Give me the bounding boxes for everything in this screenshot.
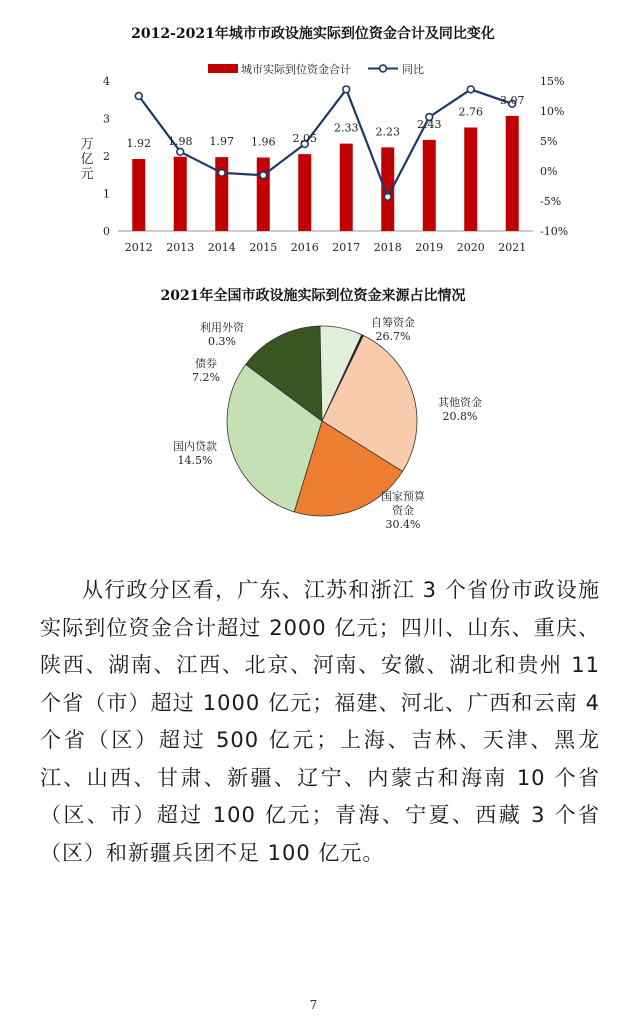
bar bbox=[257, 158, 270, 232]
bar bbox=[174, 157, 187, 231]
legend-line-label: 同比 bbox=[402, 63, 424, 76]
bar-value-label: 2.76 bbox=[458, 105, 483, 119]
pie-slices bbox=[227, 326, 417, 516]
bar-series bbox=[132, 116, 519, 231]
bar bbox=[298, 154, 311, 231]
x-tick-label: 2014 bbox=[207, 241, 236, 254]
left-tick-label: 2 bbox=[103, 150, 110, 163]
bar-chart-legend bbox=[208, 62, 424, 76]
pie-label-foreign-value: 0.3% bbox=[208, 335, 236, 348]
pie-label-budget-value: 30.4% bbox=[385, 518, 421, 528]
bar-value-label: 1.92 bbox=[126, 137, 151, 150]
funding-source-pie-chart bbox=[0, 278, 627, 528]
bar bbox=[423, 140, 436, 231]
right-axis-ticks bbox=[540, 75, 568, 238]
funding-trend-chart bbox=[0, 0, 627, 272]
bar bbox=[132, 159, 145, 231]
pie-chart-title: 2021年全国市政设施实际到位资金来源占比情况 bbox=[160, 288, 466, 304]
pie-label-bond-name: 债券 bbox=[195, 357, 217, 370]
bar-value-label: 2.05 bbox=[292, 132, 317, 146]
pie-label-budget-name-line2: 资金 bbox=[392, 504, 414, 517]
right-tick-label: -5% bbox=[540, 195, 562, 208]
legend-bar-swatch bbox=[208, 64, 238, 73]
pie-label-other-name: 其他资金 bbox=[438, 396, 482, 409]
bar-value-label: 2.23 bbox=[375, 125, 400, 139]
yoy-line bbox=[139, 89, 513, 196]
x-tick-label: 2019 bbox=[415, 241, 444, 254]
legend-line-marker bbox=[380, 65, 387, 72]
x-tick-label: 2013 bbox=[166, 241, 195, 254]
bar-value-label: 3.07 bbox=[500, 93, 525, 107]
pie-label-budget-name-line1: 国家预算 bbox=[381, 490, 425, 503]
pie-label-bond-value: 7.2% bbox=[192, 371, 220, 384]
yoy-point bbox=[384, 193, 391, 200]
right-tick-label: 0% bbox=[540, 165, 558, 178]
bar bbox=[340, 144, 353, 231]
x-tick-label: 2016 bbox=[290, 241, 319, 254]
left-axis-title-char: 元 bbox=[80, 167, 94, 182]
x-tick-label: 2015 bbox=[249, 241, 278, 254]
bar-value-label: 1.98 bbox=[168, 134, 193, 148]
left-tick-label: 0 bbox=[103, 225, 110, 238]
bar bbox=[506, 116, 519, 231]
yoy-point bbox=[343, 86, 350, 93]
left-tick-label: 4 bbox=[103, 75, 110, 88]
bar-value-label: 1.96 bbox=[251, 135, 276, 149]
x-tick-label: 2018 bbox=[373, 241, 402, 254]
legend-bar-label: 城市实际到位资金合计 bbox=[241, 63, 351, 76]
pie-label-self-raised-value: 26.7% bbox=[375, 330, 411, 343]
left-axis-ticks bbox=[103, 75, 110, 238]
left-axis-title-char: 亿 bbox=[80, 152, 94, 167]
right-tick-label: 15% bbox=[540, 75, 565, 88]
pie-label-self-raised-name: 自筹资金 bbox=[371, 316, 415, 329]
yoy-point bbox=[177, 148, 184, 155]
bar bbox=[215, 157, 228, 231]
yoy-point bbox=[260, 172, 267, 179]
right-tick-label: 5% bbox=[540, 135, 558, 148]
left-axis-title bbox=[80, 137, 93, 182]
x-axis-ticks bbox=[125, 241, 527, 254]
pie-label-foreign-name: 利用外资 bbox=[200, 321, 244, 334]
yoy-point bbox=[467, 86, 474, 93]
body-text bbox=[40, 572, 600, 872]
left-axis-title-char: 万 bbox=[80, 137, 94, 152]
pie-label-loan-value: 14.5% bbox=[177, 454, 213, 467]
bar bbox=[464, 128, 477, 232]
body-paragraph: 从行政分区看，广东、江苏和浙江 3 个省份市政设施实际到位资金合计超过 2000 亿元；四川、山东、重庆、陕西、湖南、江西、北京、河南、安徽、湖北和贵州 11 个省（市）超过 1000 亿元；福建、河北、广西和云南 4 个省（区）超过 500 亿元；上海、吉林、天津、黑龙江、山西、甘肃、新疆、辽宁、内蒙古和海南 10 个省（区、市）超过 100 亿元；青海、宁夏、西藏 3 个省（区）和新疆兵团不足 100 亿元。 bbox=[40, 578, 600, 865]
right-tick-label: -10% bbox=[540, 225, 569, 238]
yoy-point bbox=[135, 93, 142, 100]
page-number: 7 bbox=[309, 998, 318, 1012]
bar-value-label: 2.33 bbox=[334, 121, 359, 135]
bar-value-label: 1.97 bbox=[209, 135, 234, 149]
yoy-point bbox=[218, 169, 225, 176]
left-tick-label: 3 bbox=[103, 112, 110, 126]
right-tick-label: 10% bbox=[540, 105, 565, 118]
pie-label-loan-name: 国内贷款 bbox=[173, 440, 217, 453]
pie-label-other-value: 20.8% bbox=[442, 410, 478, 423]
x-tick-label: 2012 bbox=[124, 241, 153, 254]
bar-chart-title: 2012-2021年城市市政设施实际到位资金合计及同比变化 bbox=[131, 26, 495, 42]
x-tick-label: 2021 bbox=[498, 241, 527, 254]
x-tick-label: 2017 bbox=[332, 241, 361, 254]
bar-value-label: 2.43 bbox=[417, 117, 442, 131]
left-tick-label: 1 bbox=[103, 187, 110, 201]
x-tick-label: 2020 bbox=[456, 241, 485, 254]
